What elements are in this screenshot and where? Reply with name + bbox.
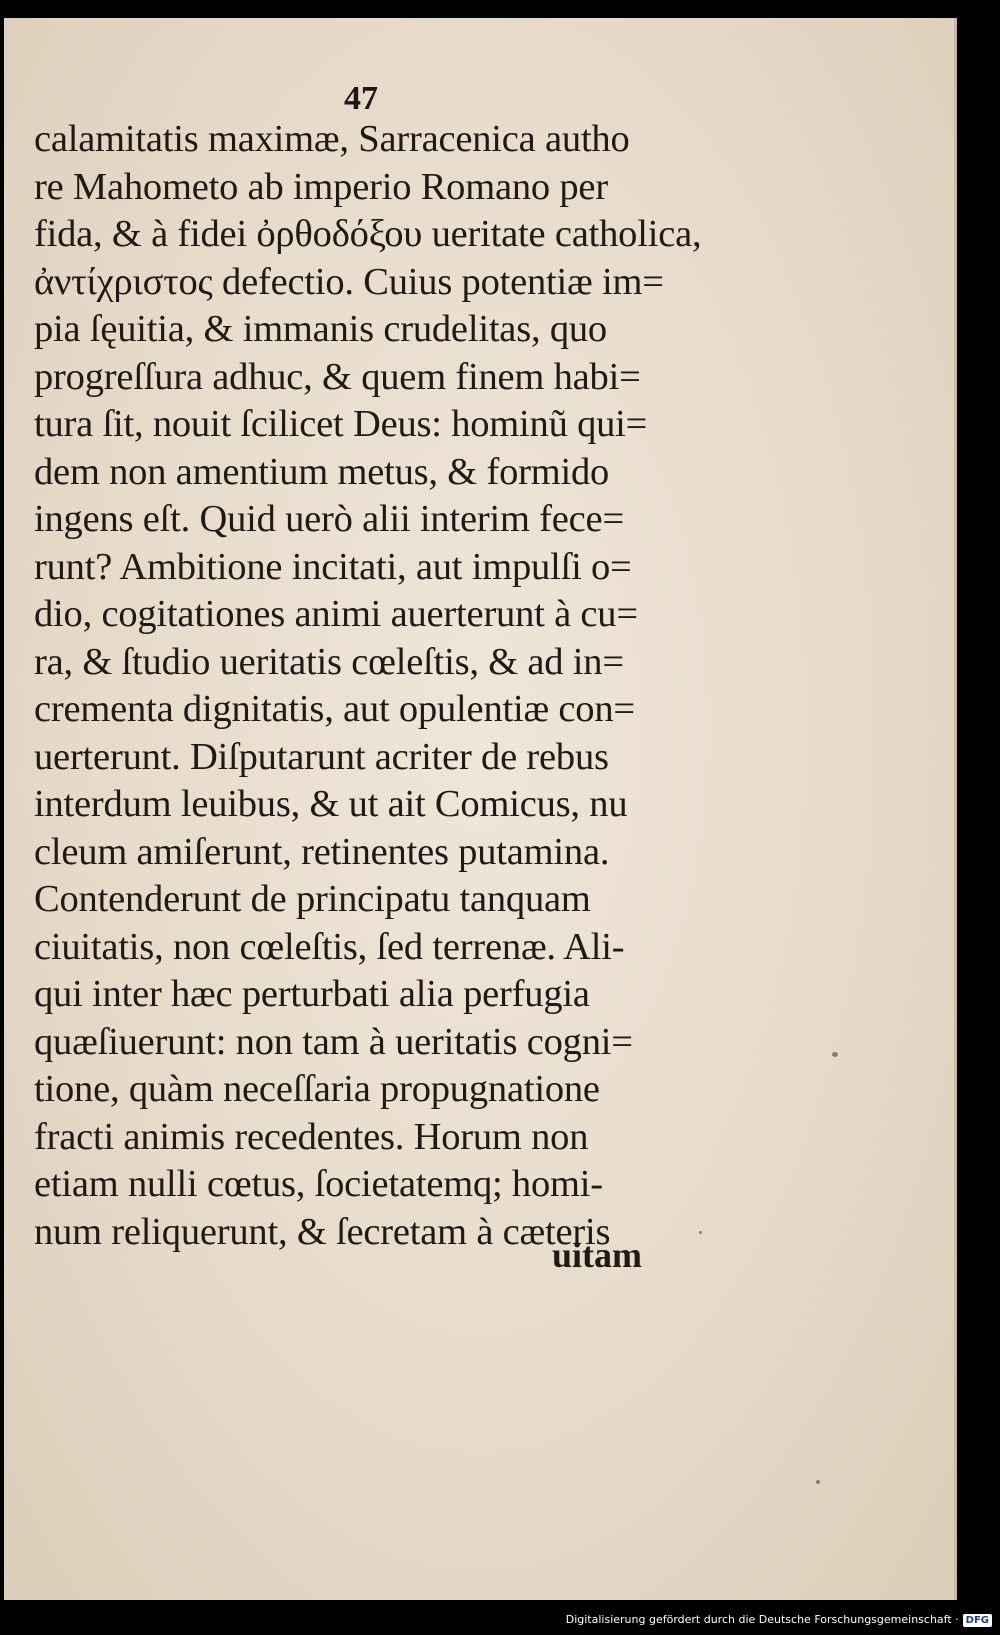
digitization-credit (566, 1613, 992, 1627)
text-line: calamitatis maximæ, Sarracenica autho (34, 118, 630, 160)
credit-text: Digitalisierung gefördert durch die Deutsche Forschungsgemeinschaft · (565, 1613, 959, 1626)
dfg-logo: DFG (963, 1614, 992, 1627)
text-line: dio, cogitationes animi auerterunt à cu= (34, 593, 638, 635)
text-line: Contenderunt de principatu tanquam (34, 878, 591, 920)
text-line: ἀντίχριστος defectio. Cuius potentiæ im= (34, 260, 664, 303)
text-line: etiam nulli cœtus, ſocietatemq; homi- (34, 1163, 603, 1205)
text-line: tione, quàm neceſſaria propugnatione (34, 1068, 600, 1110)
text-line: qui inter hæc perturbati alia perfugia (34, 973, 590, 1015)
text-line: pia ſęuitia, & immanis crudelitas, quo (34, 308, 607, 350)
text-line: num reliquerunt, & ſecretam à cæteris (34, 1210, 611, 1253)
text-line: runt? Ambitione incitati, aut impulſi o= (34, 545, 632, 588)
text-line: re Mahometo ab imperio Romano per (34, 165, 608, 208)
text-line: uerterunt. Diſputarunt acriter de rebus (34, 735, 609, 778)
page-number: 47 (344, 80, 378, 117)
text-line: progreſſura adhuc, & quem finem habi= (34, 355, 641, 398)
text-line: fracti animis recedentes. Horum non (34, 1115, 589, 1158)
text-line: cleum amiſerunt, retinentes putamina. (34, 830, 610, 873)
paper-speck (832, 1052, 838, 1057)
paper-speck (816, 1480, 820, 1484)
body-text (34, 116, 734, 1256)
text-line: fida, & à fidei ὀρθοδόξου ueritate catholica, (34, 213, 702, 255)
text-line: ingens eſt. Quid uerò alii interim fece= (34, 498, 624, 540)
text-line: dem non amentium metus, & formido (34, 450, 610, 493)
text-line: interdum leuibus, & ut ait Comicus, nu (34, 783, 628, 825)
catchword: uitam (552, 1235, 642, 1275)
paper-speck (699, 1231, 702, 1234)
text-line: tura ſit, nouit ſcilicet Deus: hominũ qui= (34, 403, 648, 445)
text-line: ciuitatis, non cœleſtis, ſed terrenæ. Ali- (34, 925, 625, 968)
book-page (4, 18, 957, 1600)
text-line: ra, & ſtudio ueritatis cœleſtis, & ad in= (34, 640, 624, 683)
text-line: crementa dignitatis, aut opulentiæ con= (34, 688, 635, 730)
text-line: quæſiuerunt: non tam à ueritatis cogni= (34, 1020, 633, 1063)
